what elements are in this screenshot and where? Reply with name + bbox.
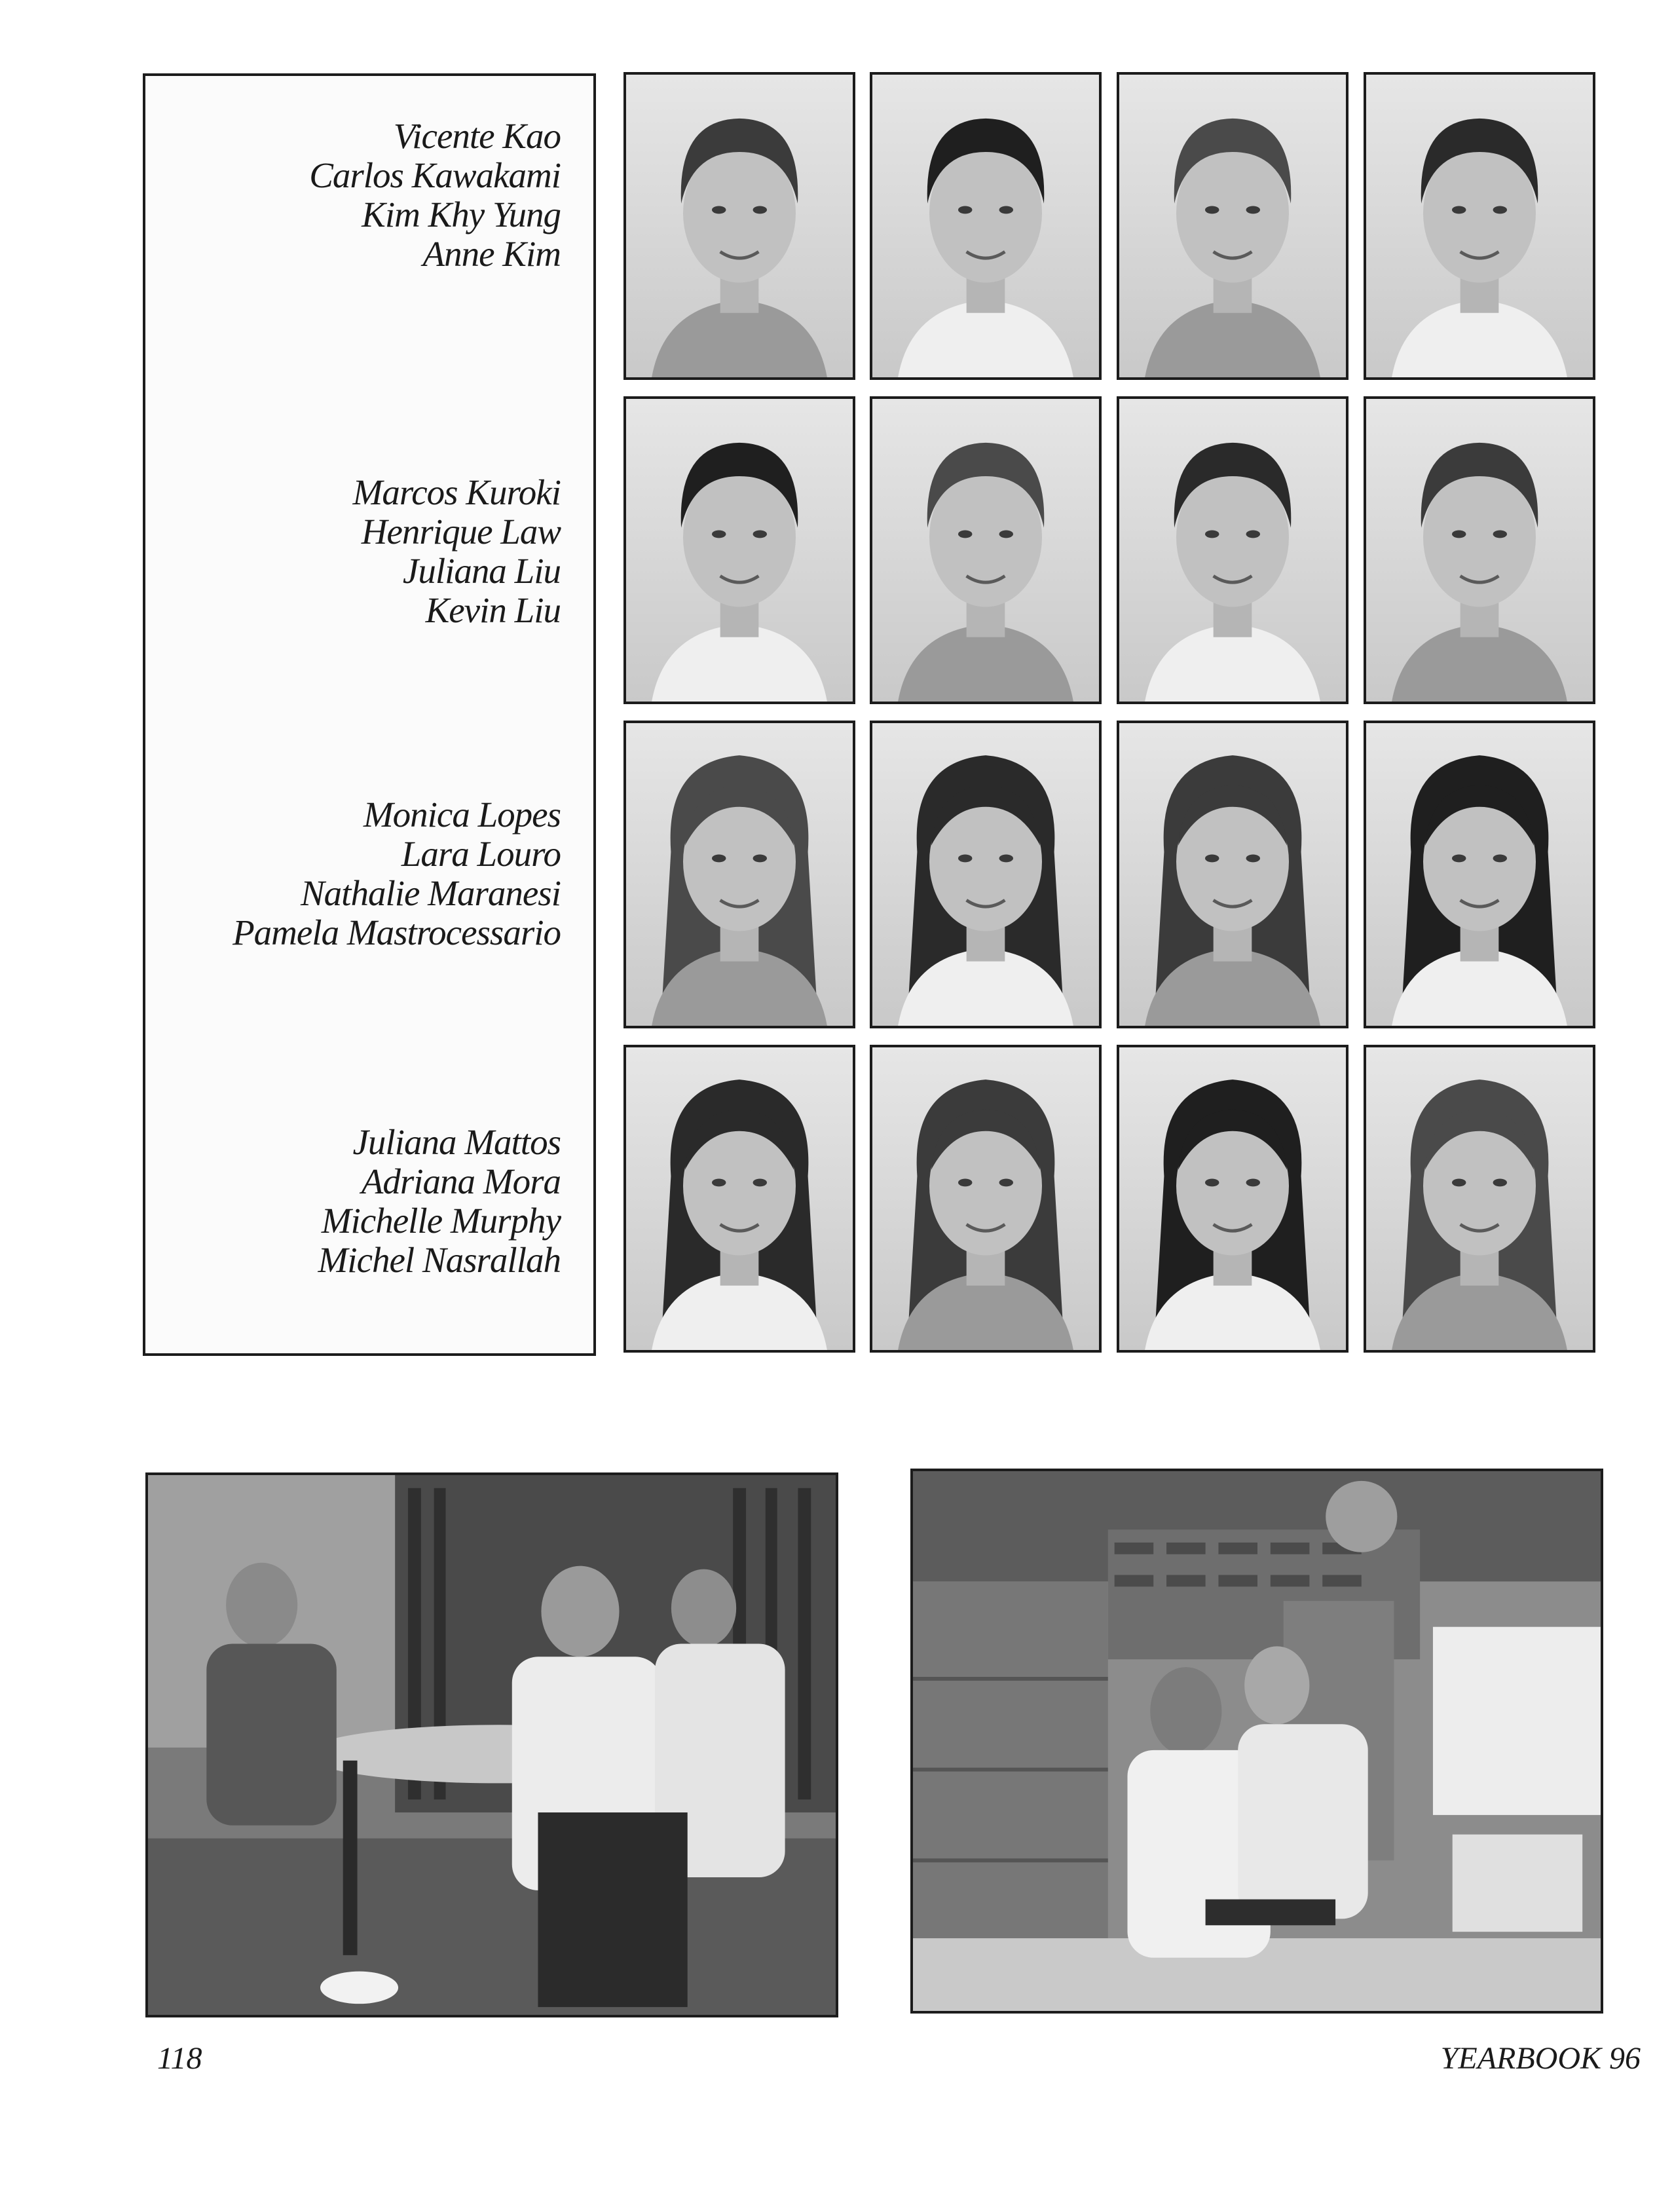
- student-portrait: [1117, 721, 1348, 1028]
- student-name: Monica Lopes: [363, 795, 561, 834]
- student-portrait: [623, 1045, 855, 1353]
- portrait-illustration: [1366, 1047, 1593, 1350]
- name-group-row-1: [309, 117, 561, 274]
- student-name: Henrique Law: [361, 512, 561, 552]
- student-name: Carlos Kawakami: [309, 155, 561, 195]
- portrait-illustration: [1119, 399, 1346, 702]
- portrait-illustration: [872, 723, 1099, 1026]
- names-panel: [143, 73, 596, 1356]
- student-name: Lara Louro: [401, 834, 561, 874]
- student-portrait: [623, 72, 855, 380]
- student-portrait: [870, 72, 1102, 380]
- portrait-illustration: [1119, 75, 1346, 377]
- student-name: Juliana Liu: [402, 551, 561, 591]
- portrait-illustration: [1366, 75, 1593, 377]
- name-group-row-3: [232, 795, 561, 952]
- portrait-illustration: [626, 723, 853, 1026]
- portrait-illustration: [872, 1047, 1099, 1350]
- publication-name: YEARBOOK 96: [1440, 2041, 1641, 2076]
- student-portrait: [1364, 1045, 1595, 1353]
- candid-photo-computer: [910, 1469, 1603, 2014]
- student-name: Marcos Kuroki: [352, 472, 561, 512]
- portrait-illustration: [872, 399, 1099, 702]
- student-portrait: [870, 721, 1102, 1028]
- student-name: Nathalie Maranesi: [300, 873, 561, 913]
- student-portrait: [1117, 72, 1348, 380]
- portrait-illustration: [1366, 723, 1593, 1026]
- student-portrait: [870, 396, 1102, 704]
- student-name: Vicente Kao: [393, 116, 561, 156]
- student-name: Michel Nasrallah: [318, 1240, 561, 1280]
- student-name: Michelle Murphy: [321, 1201, 561, 1241]
- name-group-row-2: [353, 473, 561, 630]
- photo-illustration: [913, 1471, 1601, 2011]
- portrait-illustration: [872, 75, 1099, 377]
- portrait-illustration: [626, 1047, 853, 1350]
- portrait-illustration: [1119, 723, 1346, 1026]
- name-group-row-4: [318, 1123, 561, 1280]
- student-name: Kevin Liu: [425, 590, 561, 630]
- student-portrait: [623, 396, 855, 704]
- student-portrait: [870, 1045, 1102, 1353]
- photo-illustration: [148, 1475, 836, 2015]
- page-number: 118: [157, 2041, 202, 2076]
- student-portrait: [1117, 396, 1348, 704]
- portrait-illustration: [1366, 399, 1593, 702]
- portrait-illustration: [626, 399, 853, 702]
- student-name: Adriana Mora: [361, 1161, 561, 1201]
- student-name: Juliana Mattos: [352, 1122, 561, 1162]
- student-portrait: [1364, 396, 1595, 704]
- student-portrait: [1117, 1045, 1348, 1353]
- candid-photo-library-table: [145, 1472, 838, 2017]
- portrait-illustration: [1119, 1047, 1346, 1350]
- student-portrait: [623, 721, 855, 1028]
- student-name: Anne Kim: [422, 234, 561, 274]
- student-portrait: [1364, 721, 1595, 1028]
- portrait-illustration: [626, 75, 853, 377]
- student-name: Pamela Mastrocessario: [232, 912, 561, 952]
- student-name: Kim Khy Yung: [362, 195, 561, 234]
- student-portrait: [1364, 72, 1595, 380]
